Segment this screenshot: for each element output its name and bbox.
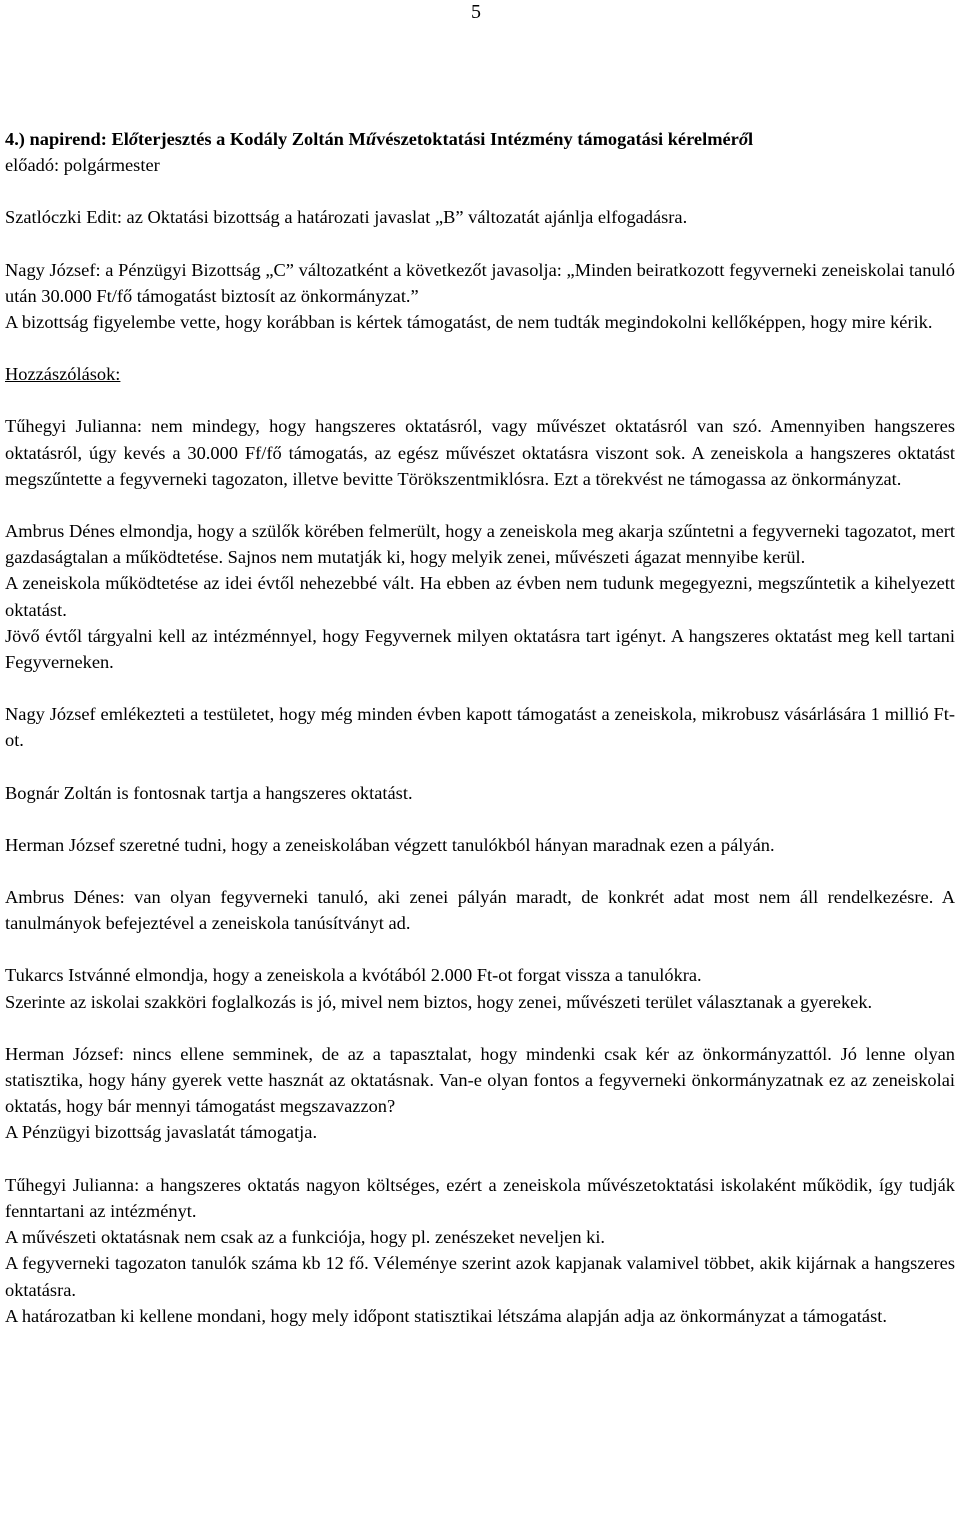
paragraph-tuhegyi-2d: A határozatban ki kellene mondani, hogy mely időpont statisztikai létszáma alapján adja az önkormányzat a támogatást. <box>5 1305 887 1326</box>
paragraph-herman-2-support: A Pénzügyi bizottság javaslatát támogatja. <box>5 1122 318 1143</box>
page-number: 5 <box>471 1 481 23</box>
paragraph-nagy-proposal: Nagy József: a Pénzügyi Bizottság „C” változatként a következőt javasolja: „Minden beiratkozott fegyverneki zeneiskolai tanuló után 30.000 Ft/fő támogatást biztosít az önkormányzat.” <box>5 259 955 306</box>
paragraph-bognar: Bognár Zoltán is fontosnak tartja a hangszeres oktatást. <box>5 782 413 803</box>
paragraph-ambrus-2: Ambrus Dénes: van olyan fegyverneki tanuló, aki zenei pályán maradt, de konkrét adat most nem áll rendelkezésre. A tanulmányok befejeztével a zeneiskola tanúsítványt ad. <box>5 887 955 934</box>
paragraph-tuhegyi-2c: A fegyverneki tagozaton tanulók száma kb 12 fő. Véleménye szerint azok kapjanak valamivel többet, akik kijárnak a hangszeres oktatásra. <box>5 1253 955 1300</box>
paragraph-committee-note: A bizottság figyelembe vette, hogy korábban is kértek támogatást, de nem tudták megindokolni kellőképpen, hogy mire kérik. <box>5 312 933 333</box>
paragraph-tuhegyi-2a: Tűhegyi Julianna: a hangszeres oktatás nagyon költséges, ezért a zeneiskola művészetoktatási iskolaként működik, így tudják fenntartani az intézményt. <box>5 1174 955 1221</box>
document-body <box>5 126 955 1329</box>
paragraph-nagy-reminder: Nagy József emlékezteti a testületet, hogy még minden évben kapott támogatást a zeneiskola, mikrobusz vásárlására 1 millió Ft-ot. <box>5 704 955 751</box>
paragraph-tukarcs-a: Tukarcs Istvánné elmondja, hogy a zeneiskola a kvótából 2.000 Ft-ot forgat vissza a tanulókra. <box>5 965 702 986</box>
agenda-presenter: előadó: polgármester <box>5 155 160 176</box>
paragraph-herman-1: Herman József szeretné tudni, hogy a zeneiskolában végzett tanulókból hányan maradnak ezen a pályán. <box>5 834 775 855</box>
paragraph-herman-2: Herman József: nincs ellene semminek, de az a tapasztalat, hogy mindenki csak kér az önkormányzattól. Jó lenne olyan statisztika, hogy hány gyerek vette hasznát az oktatásnak. Van-e olyan fontos a fegyverneki önkormányzatnak ez az zeneiskolai oktatás, hogy bár mennyi támogatást megszavazzon? <box>5 1043 955 1117</box>
paragraph-tuhegyi-2b: A művészeti oktatásnak nem csak az a funkciója, hogy pl. zenészeket neveljen ki. <box>5 1227 606 1248</box>
paragraph-tuhegyi-1: Tűhegyi Julianna: nem mindegy, hogy hangszeres oktatásról, vagy művészet oktatásról van szó. Amennyiben hangszeres oktatásról, úgy kevés a 30.000 Ff/fő támogatás, az egész művészet oktatásra viszont sok. A zeneiskola a hangszeres oktatást megszűntette a fegyverneki tagozaton, illetve bevitte Törökszentmiklósra. Ezt a törekvést ne támogassa az önkormányzat. <box>5 416 955 489</box>
paragraph-tukarcs-b: Szerinte az iskolai szakköri foglalkozás is jó, mivel nem biztos, hogy zenei, művészeti terület választanak a gyerekek. <box>5 991 873 1012</box>
paragraph-szatloczki: Szatlóczki Edit: az Oktatási bizottság a határozati javaslat „B” változatát ajánlja elfogadásra. <box>5 207 688 228</box>
paragraph-ambrus-1b: A zeneiskola működtetése az idei évtől nehezebbé vált. Ha ebben az évben nem tudunk megegyezni, megszűntetik a kihelyezett oktatást. <box>5 573 955 620</box>
paragraph-ambrus-1a: Ambrus Dénes elmondja, hogy a szülők körében felmerült, hogy a zeneiskola meg akarja szűntetni a fegyverneki tagozatot, mert gazdaságtalan a működtetése. Sajnos nem mutatják ki, hogy melyik zenei, művészeti ágazat mennyibe kerül. <box>5 521 955 568</box>
paragraph-ambrus-1c: Jövő évtől tárgyalni kell az intézménnyel, hogy Fegyvernek milyen oktatásra tart igényt. A hangszeres oktatást meg kell tartani Fegyverneken. <box>5 625 955 673</box>
comments-heading: Hozzászólások: <box>5 364 121 385</box>
agenda-title: 4.) napirend: Előterjesztés a Kodály Zoltán Művészetoktatási Intézmény támogatási kérelméről <box>5 129 754 149</box>
